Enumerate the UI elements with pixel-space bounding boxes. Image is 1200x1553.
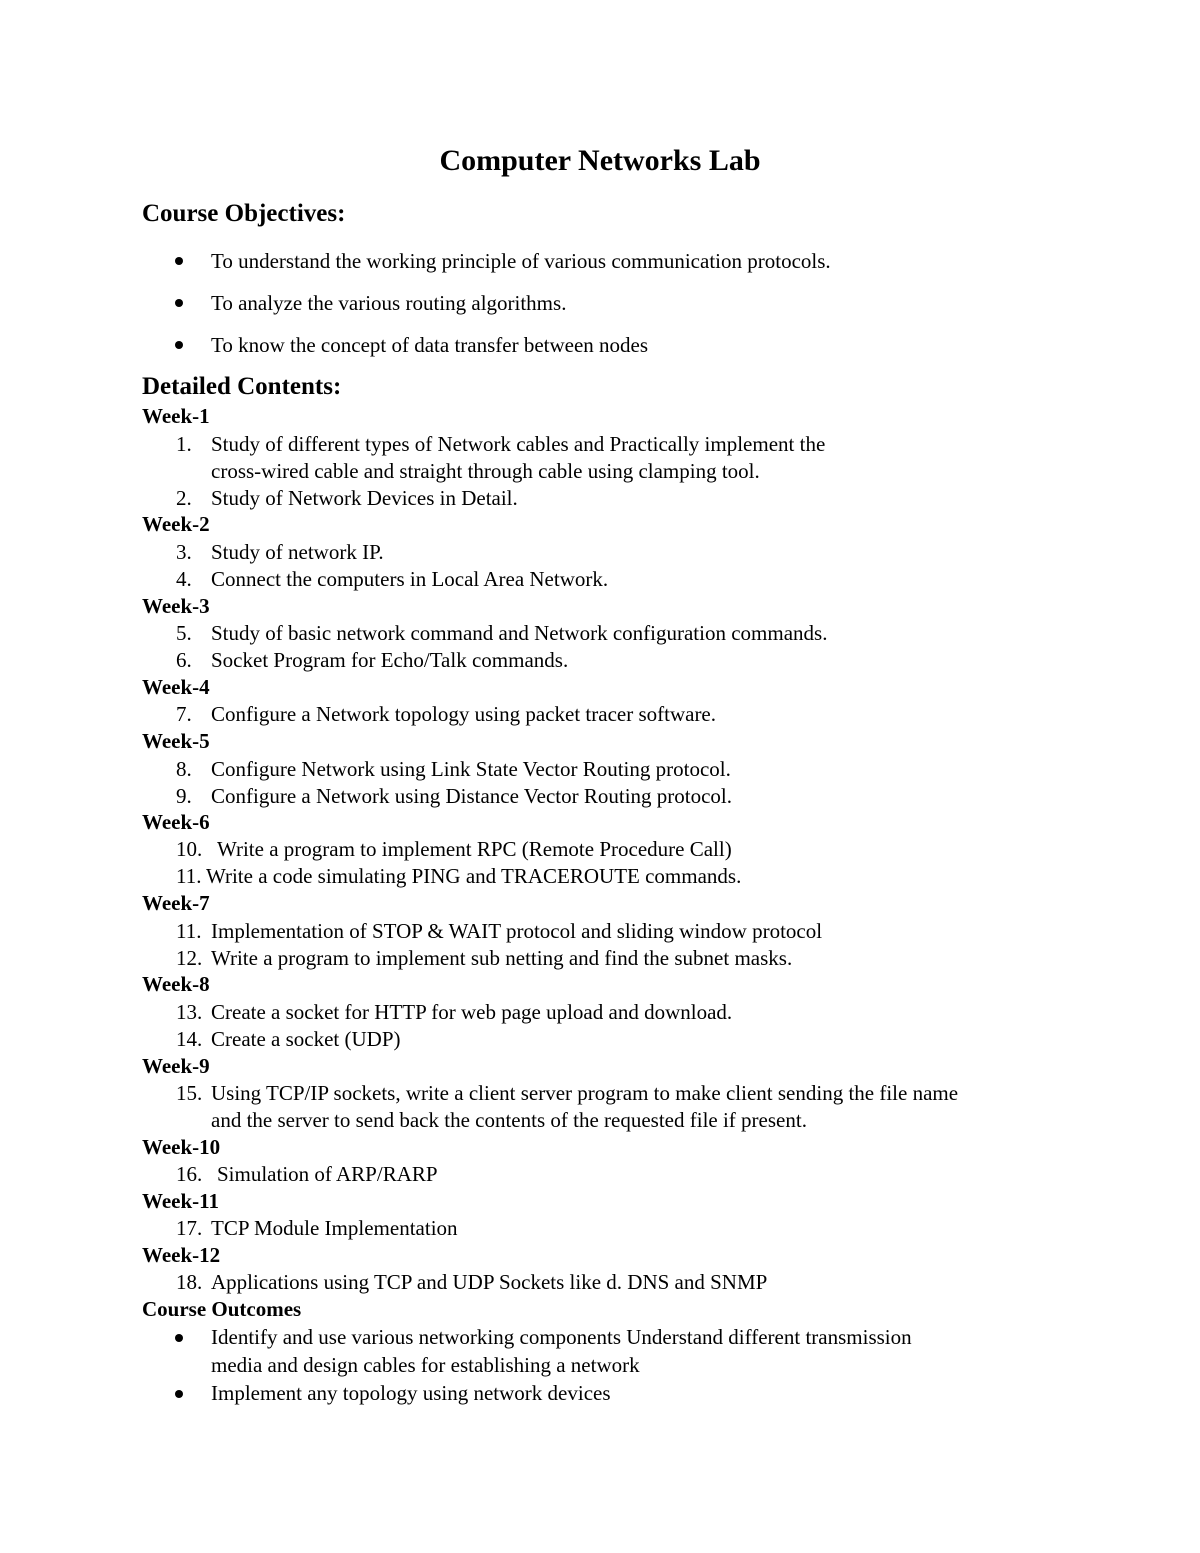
content-item-line: Study of Network Devices in Detail. — [211, 486, 518, 510]
content-item-line: Socket Program for Echo/Talk commands. — [211, 648, 569, 672]
content-item-line: Write a code simulating PING and TRACEROUTE commands. — [206, 864, 742, 888]
bullet-icon — [175, 341, 183, 349]
content-item-line: Study of network IP. — [211, 540, 384, 564]
content-item-line: Implementation of STOP & WAIT protocol and sliding window protocol — [211, 919, 823, 943]
item-number: 11. — [176, 864, 202, 888]
content-item-line: Connect the computers in Local Area Network. — [211, 567, 609, 591]
item-number: 17. — [176, 1216, 203, 1240]
week-label: Week-4 — [142, 675, 210, 699]
content-item-line: Configure a Network topology using packet tracer software. — [211, 702, 717, 726]
item-number: 8. — [176, 757, 192, 781]
contents-heading: Detailed Contents: — [142, 373, 342, 400]
item-number: 6. — [176, 648, 192, 672]
week-label: Week-2 — [142, 512, 210, 536]
content-item-line: cross-wired cable and straight through cable using clamping tool. — [211, 459, 760, 483]
content-item-line: Using TCP/IP sockets, write a client server program to make client sending the file name — [211, 1081, 959, 1105]
objectives-heading: Course Objectives: — [142, 200, 346, 227]
item-number: 7. — [176, 702, 192, 726]
item-number: 13. — [176, 1000, 203, 1024]
bullet-icon — [175, 1334, 183, 1342]
item-number: 16. — [176, 1162, 203, 1186]
content-item-line: Configure Network using Link State Vector Routing protocol. — [211, 757, 731, 781]
week-label: Week-5 — [142, 729, 210, 753]
item-number: 10. — [176, 837, 203, 861]
content-item-line: Simulation of ARP/RARP — [217, 1162, 438, 1186]
content-item-line: Study of basic network command and Network configuration commands. — [211, 621, 828, 645]
week-label: Week-8 — [142, 972, 210, 996]
item-number: 3. — [176, 540, 192, 564]
item-number: 9. — [176, 784, 192, 808]
content-item-line: Study of different types of Network cables and Practically implement the — [211, 432, 826, 456]
week-label: Week-11 — [142, 1189, 219, 1213]
bullet-icon — [175, 299, 183, 307]
item-number: 5. — [176, 621, 192, 645]
content-item-line: Create a socket for HTTP for web page upload and download. — [211, 1000, 733, 1024]
outcomes-heading: Course Outcomes — [142, 1297, 302, 1321]
item-number: 14. — [176, 1027, 203, 1051]
item-number: 1. — [176, 432, 192, 456]
item-number: 12. — [176, 946, 203, 970]
outcome-item-line: Implement any topology using network devices — [211, 1381, 611, 1405]
item-number: 18. — [176, 1270, 203, 1294]
outcome-item-line: media and design cables for establishing a network — [211, 1353, 640, 1377]
content-item-line: TCP Module Implementation — [211, 1216, 458, 1240]
content-item-line: and the server to send back the contents of the requested file if present. — [211, 1108, 807, 1132]
content-item-line: Create a socket (UDP) — [211, 1027, 401, 1051]
week-label: Week-7 — [142, 891, 210, 915]
item-number: 4. — [176, 567, 192, 591]
item-number: 11. — [176, 919, 202, 943]
content-item-line: Write a program to implement RPC (Remote Procedure Call) — [217, 837, 732, 861]
week-label: Week-12 — [142, 1243, 221, 1267]
objective-item: To understand the working principle of various communication protocols. — [211, 249, 831, 273]
outcome-item-line: Identify and use various networking components Understand different transmission — [211, 1325, 912, 1349]
week-label: Week-6 — [142, 810, 210, 834]
item-number: 2. — [176, 486, 192, 510]
page-title: Computer Networks Lab — [439, 144, 761, 177]
week-label: Week-10 — [142, 1135, 221, 1159]
week-label: Week-9 — [142, 1054, 210, 1078]
week-label: Week-1 — [142, 404, 210, 428]
item-number: 15. — [176, 1081, 203, 1105]
objective-item: To know the concept of data transfer between nodes — [211, 333, 649, 357]
content-item-line: Applications using TCP and UDP Sockets like d. DNS and SNMP — [211, 1270, 768, 1294]
content-item-line: Configure a Network using Distance Vector Routing protocol. — [211, 784, 733, 808]
objective-item: To analyze the various routing algorithms. — [211, 291, 567, 315]
content-item-line: Write a program to implement sub netting and find the subnet masks. — [211, 946, 793, 970]
bullet-icon — [175, 1390, 183, 1398]
week-label: Week-3 — [142, 594, 210, 618]
bullet-icon — [175, 257, 183, 265]
